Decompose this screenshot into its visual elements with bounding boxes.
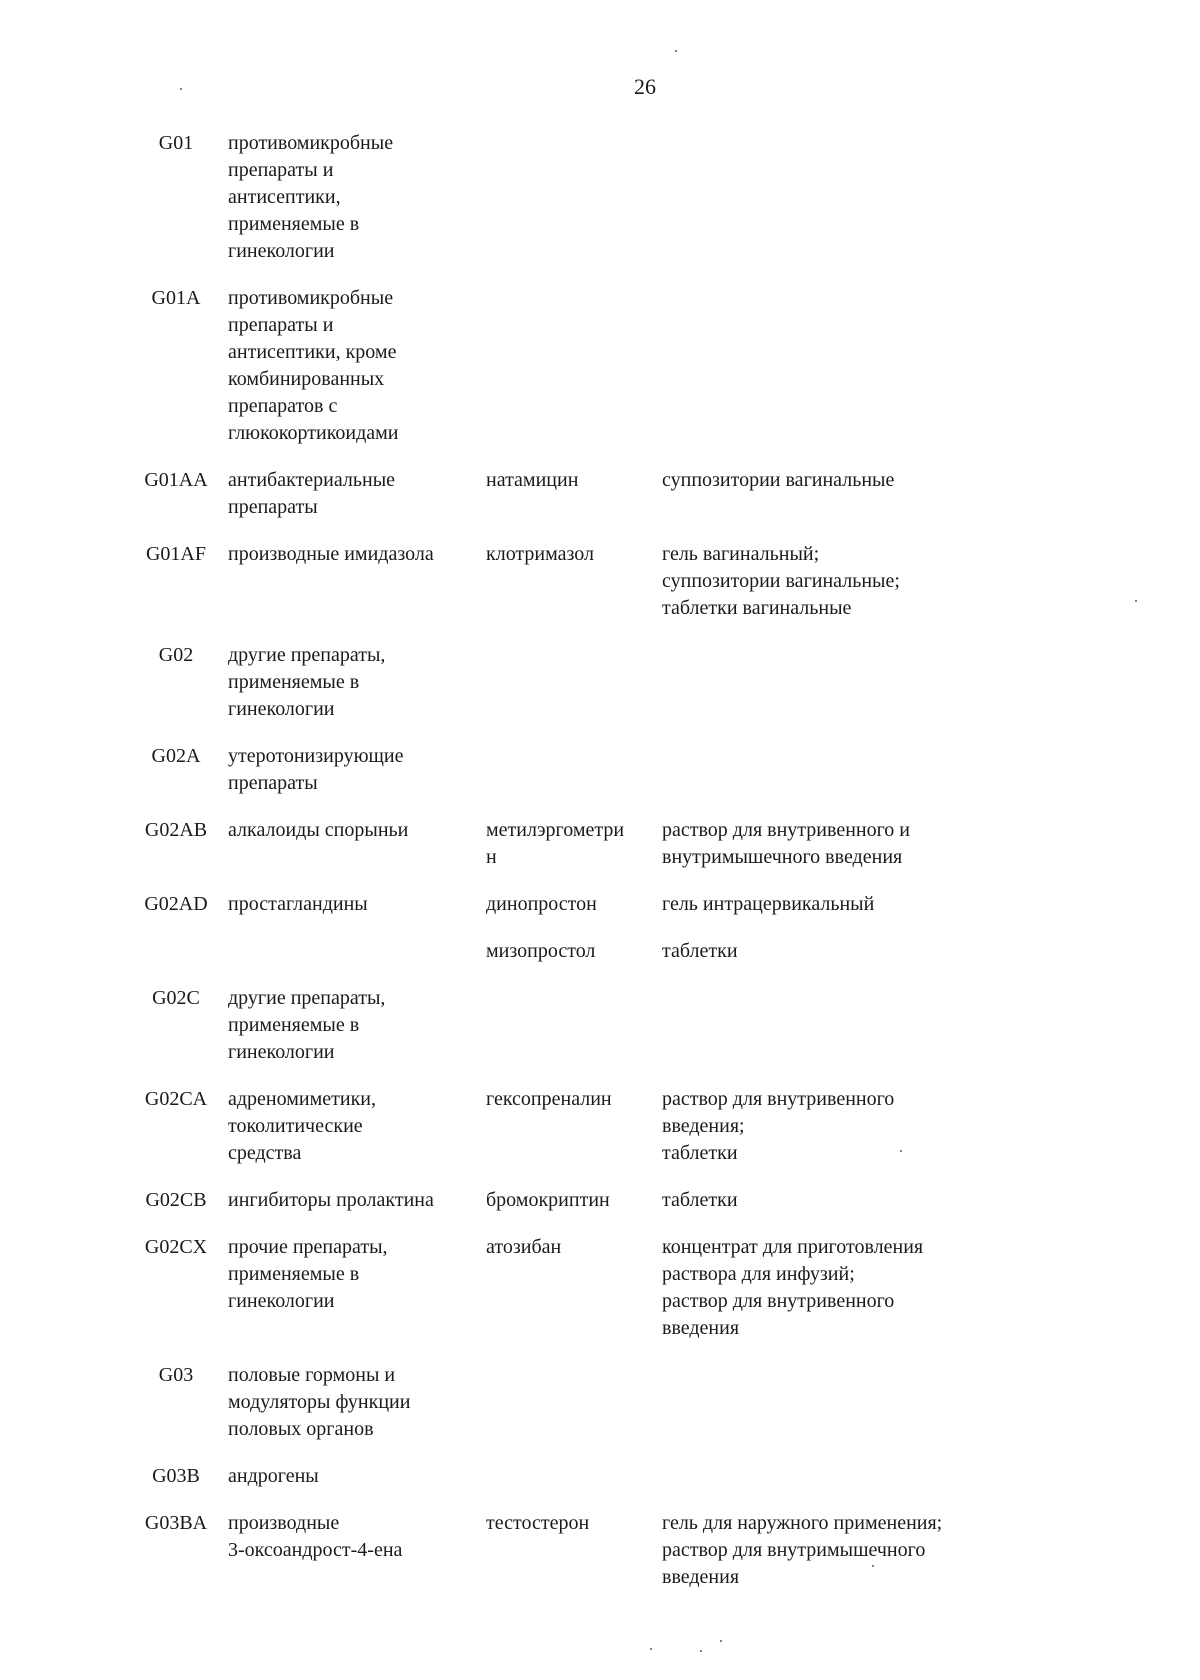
- scan-speck: [900, 1150, 902, 1152]
- anatomical-therapeutic-group: простагландины: [228, 893, 368, 915]
- anatomical-therapeutic-group: производные 3-оксоандрост-4-ена: [228, 1512, 403, 1561]
- drug-name: тестостерон: [486, 1512, 590, 1534]
- atc-code: G02: [158, 644, 194, 666]
- dosage-form: таблетки: [662, 940, 738, 962]
- dosage-form: гель для наружного применения; раствор для внутримышечного введения: [662, 1512, 943, 1588]
- anatomical-therapeutic-group: андрогены: [228, 1465, 319, 1487]
- page-number: 26: [634, 74, 656, 99]
- drug-name: мизопростол: [486, 940, 596, 962]
- dosage-form: раствор для внутривенного и внутримышечного введения: [662, 819, 911, 868]
- anatomical-therapeutic-group: противомикробные препараты и антисептики, кроме комбинированных препаратов с глюкокортикоидами: [228, 287, 399, 444]
- table-row: [124, 1234, 1044, 1342]
- dosage-form: раствор для внутривенного введения; таблетки: [662, 1088, 895, 1164]
- drug-name: бромокриптин: [486, 1189, 610, 1211]
- anatomical-therapeutic-group: адреномиметики, токолитические средства: [228, 1088, 377, 1164]
- anatomical-therapeutic-group: утеротонизирующие препараты: [228, 745, 404, 794]
- dosage-form: гель вагинальный; суппозитории вагинальные; таблетки вагинальные: [662, 543, 900, 619]
- scan-speck: [650, 1648, 652, 1650]
- table-row: [124, 938, 1044, 965]
- drug-name: натамицин: [486, 469, 579, 491]
- anatomical-therapeutic-group: антибактериальные препараты: [228, 469, 396, 518]
- atc-code: G02AD: [144, 893, 208, 915]
- anatomical-therapeutic-group: другие препараты, применяемые в гинекологии: [228, 987, 386, 1063]
- atc-code: G03BA: [144, 1512, 208, 1534]
- drug-name: атозибан: [486, 1236, 562, 1258]
- drug-name: динопростон: [486, 893, 597, 915]
- drug-name: клотримазол: [486, 543, 595, 565]
- dosage-form: суппозитории вагинальные: [662, 469, 895, 491]
- atc-code: G02CX: [144, 1236, 208, 1258]
- atc-code: G03: [158, 1364, 194, 1386]
- anatomical-therapeutic-group: алкалоиды спорыньи: [228, 819, 409, 841]
- scan-speck: [675, 50, 677, 52]
- table-row: [124, 642, 1044, 723]
- table-row: [124, 985, 1044, 1066]
- atc-code: G02AB: [144, 819, 208, 841]
- scan-speck: [720, 1640, 722, 1642]
- table-row: [124, 743, 1044, 797]
- atc-code: G01: [158, 132, 194, 154]
- scan-speck: [1135, 600, 1137, 602]
- table-row: [124, 1463, 1044, 1490]
- drug-name: метилэргометри н: [486, 819, 625, 868]
- table-row: [124, 817, 1044, 871]
- atc-code: G02C: [152, 987, 200, 1009]
- dosage-form: таблетки: [662, 1189, 738, 1211]
- atc-classification-table: [124, 130, 1044, 1611]
- table-row: [124, 1187, 1044, 1214]
- table-row: [124, 285, 1044, 447]
- table-row: [124, 1362, 1044, 1443]
- table-row: [124, 467, 1044, 521]
- anatomical-therapeutic-group: производные имидазола: [228, 543, 434, 565]
- anatomical-therapeutic-group: другие препараты, применяемые в гинекологии: [228, 644, 386, 720]
- table-row: [124, 891, 1044, 918]
- atc-code: G01AF: [145, 543, 206, 565]
- atc-code: G03B: [152, 1465, 200, 1487]
- table-row: [124, 1086, 1044, 1167]
- table-row: [124, 1510, 1044, 1591]
- dosage-form: концентрат для приготовления раствора для инфузий; раствор для внутривенного введения: [662, 1236, 924, 1339]
- scan-speck: [872, 1565, 874, 1567]
- drug-name: гексопреналин: [486, 1088, 612, 1110]
- atc-code: G02A: [151, 745, 201, 767]
- anatomical-therapeutic-group: ингибиторы пролактина: [228, 1189, 434, 1211]
- atc-code: G01A: [151, 287, 201, 309]
- dosage-form: гель интрацервикальный: [662, 893, 875, 915]
- scan-speck: [180, 88, 182, 90]
- atc-code: G01AA: [144, 469, 208, 491]
- anatomical-therapeutic-group: половые гормоны и модуляторы функции половых органов: [228, 1364, 411, 1440]
- table-row: [124, 130, 1044, 265]
- anatomical-therapeutic-group: прочие препараты, применяемые в гинекологии: [228, 1236, 388, 1312]
- anatomical-therapeutic-group: противомикробные препараты и антисептики, применяемые в гинекологии: [228, 132, 394, 262]
- atc-code: G02CB: [145, 1189, 207, 1211]
- atc-code: G02CA: [144, 1088, 208, 1110]
- table-row: [124, 541, 1044, 622]
- scan-speck: [700, 1650, 702, 1652]
